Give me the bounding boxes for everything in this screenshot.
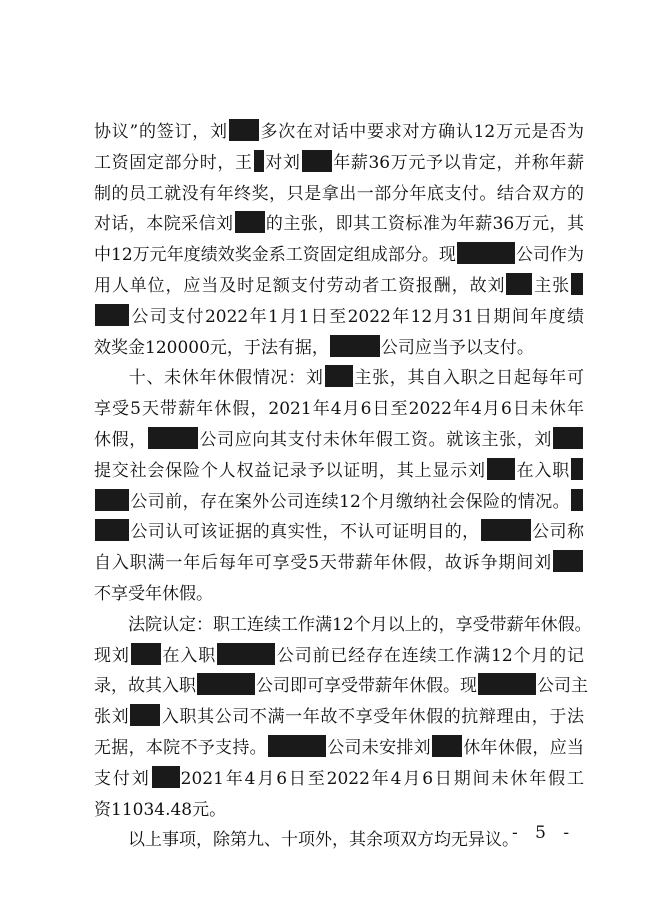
text-segment: 公司未安排刘 xyxy=(326,737,431,758)
redaction-block xyxy=(197,673,255,695)
text-segment: 主张，其自入职之日起每年可 xyxy=(353,368,585,389)
redaction-block xyxy=(457,242,515,264)
text-segment: 休年休假，应当 xyxy=(462,737,585,758)
redaction-block xyxy=(330,335,380,357)
text-line xyxy=(94,148,584,179)
redaction-block xyxy=(152,766,180,788)
text-line xyxy=(94,209,584,240)
text-segment: 用人单位，应当及时足额支付劳动者工资报酬，故刘 xyxy=(94,275,506,296)
redaction-block xyxy=(325,365,353,387)
redaction-block xyxy=(553,550,583,572)
redaction-block xyxy=(131,643,161,665)
text-line xyxy=(94,610,592,641)
text-segment: 年薪36万元予以肯定，并称年薪 xyxy=(332,152,585,173)
text-segment: 在入职 xyxy=(515,460,571,481)
redaction-block xyxy=(95,489,129,511)
text-segment: 的主张，即其工资标准为年薪36万元，其 xyxy=(265,214,584,235)
text-segment: 录，故其入职 xyxy=(94,676,196,697)
text-line xyxy=(94,271,584,302)
redaction-block xyxy=(553,427,583,449)
text-line xyxy=(94,363,584,394)
text-segment: 入职其公司不满一年故不享受年休假的抗辩理由，于法 xyxy=(161,707,585,728)
text-segment: 多次在对话中要求对方确认12万元是否为 xyxy=(259,122,584,142)
text-segment: 中12万元年度绩效奖金系工资固定组成部分。现 xyxy=(94,245,456,266)
text-segment: 公司前已经存在连续工作满12个月的记 xyxy=(276,645,585,666)
text-line xyxy=(94,795,584,826)
redaction-block xyxy=(229,119,259,141)
redaction-block xyxy=(571,458,583,480)
redaction-block xyxy=(478,673,536,695)
text-segment: 对话，本院采信刘 xyxy=(94,214,234,235)
text-line xyxy=(94,517,584,548)
text-segment: 无据，本院不予支持。 xyxy=(94,737,267,758)
text-line xyxy=(94,825,584,856)
text-segment: 在入职 xyxy=(161,645,217,666)
body-text xyxy=(94,117,592,856)
redaction-block xyxy=(95,519,129,541)
redaction-block xyxy=(130,704,160,726)
text-segment: 公司主 xyxy=(537,676,588,697)
text-segment: 协议”的签订，刘 xyxy=(94,122,228,142)
text-line xyxy=(94,179,584,210)
text-line xyxy=(94,394,584,425)
text-line xyxy=(94,764,584,795)
redaction-block xyxy=(148,427,198,449)
text-line xyxy=(94,333,584,364)
text-segment: 公司即可享受带薪年休假。现 xyxy=(256,676,477,697)
text-line xyxy=(94,733,584,764)
text-segment: 休假， xyxy=(94,429,147,450)
redaction-block xyxy=(217,643,275,665)
redaction-block xyxy=(302,150,332,172)
text-segment: 公司作为 xyxy=(515,245,584,266)
redaction-block xyxy=(571,273,583,295)
text-line xyxy=(94,302,584,333)
text-line xyxy=(94,487,584,518)
text-segment: 自入职满一年后每年可享受5天带薪年休假，故诉争期间刘 xyxy=(94,553,552,574)
text-segment: 现刘 xyxy=(94,645,130,666)
page-number: - 5 - xyxy=(512,823,576,843)
text-segment: 公司认可该证据的真实性，不认可证明目的， xyxy=(130,522,480,543)
text-segment: 公司应当予以支付。 xyxy=(380,337,534,358)
text-segment: 享受5天带薪年休假，2021年4月6日至2022年4月6日未休年 xyxy=(94,399,584,420)
text-segment: 公司支付2022年1月1日至2022年12月31日期间年度绩 xyxy=(130,306,584,327)
text-line xyxy=(94,548,584,579)
text-segment: 公司应向其支付未休年假工资。就该主张，刘 xyxy=(198,429,552,450)
redaction-block xyxy=(268,735,326,757)
text-segment: 制的员工就没有年终奖，只是拿出一部分年底支付。结合双方的 xyxy=(94,183,584,204)
text-segment: 公司前，存在案外公司连续12个月缴纳社会保险的情况。 xyxy=(130,491,570,512)
text-segment: 十、未休年休假情况：刘 xyxy=(128,368,324,389)
text-segment: 2021年4月6日至2022年4月6日期间未休年假工 xyxy=(180,768,584,789)
text-line xyxy=(94,240,584,271)
text-segment: 不享受年休假。 xyxy=(94,583,213,604)
text-line xyxy=(94,702,584,733)
text-line xyxy=(94,671,588,702)
redaction-block xyxy=(254,150,264,172)
text-line xyxy=(94,425,584,456)
text-segment: 法院认定：职工连续工作满12个月以上的，享受带薪年休假。 xyxy=(128,614,592,635)
text-segment: 以上事项，除第九、十项外，其余项双方均无异议。 xyxy=(128,830,519,851)
text-line xyxy=(94,456,584,487)
redaction-block xyxy=(235,211,265,233)
text-segment: 工资固定部分时，王 xyxy=(94,152,253,173)
text-line xyxy=(94,641,584,672)
redaction-block xyxy=(487,458,515,480)
text-line xyxy=(94,579,584,610)
text-line xyxy=(94,117,584,148)
text-segment: 资11034.48元。 xyxy=(94,799,227,820)
text-segment: 支付刘 xyxy=(94,768,151,789)
redaction-block xyxy=(95,304,129,326)
redaction-block xyxy=(506,273,532,295)
text-segment: 效奖金120000元，于法有据， xyxy=(94,337,329,358)
redaction-block xyxy=(481,519,531,541)
text-segment: 张刘 xyxy=(94,707,130,728)
text-segment: 对刘 xyxy=(264,152,301,173)
redaction-block xyxy=(432,735,462,757)
text-segment: 主张 xyxy=(533,275,571,296)
text-segment: 公司称 xyxy=(531,522,584,543)
redaction-block xyxy=(571,489,583,511)
text-segment: 提交社会保险个人权益记录予以证明，其上显示刘 xyxy=(94,460,486,481)
